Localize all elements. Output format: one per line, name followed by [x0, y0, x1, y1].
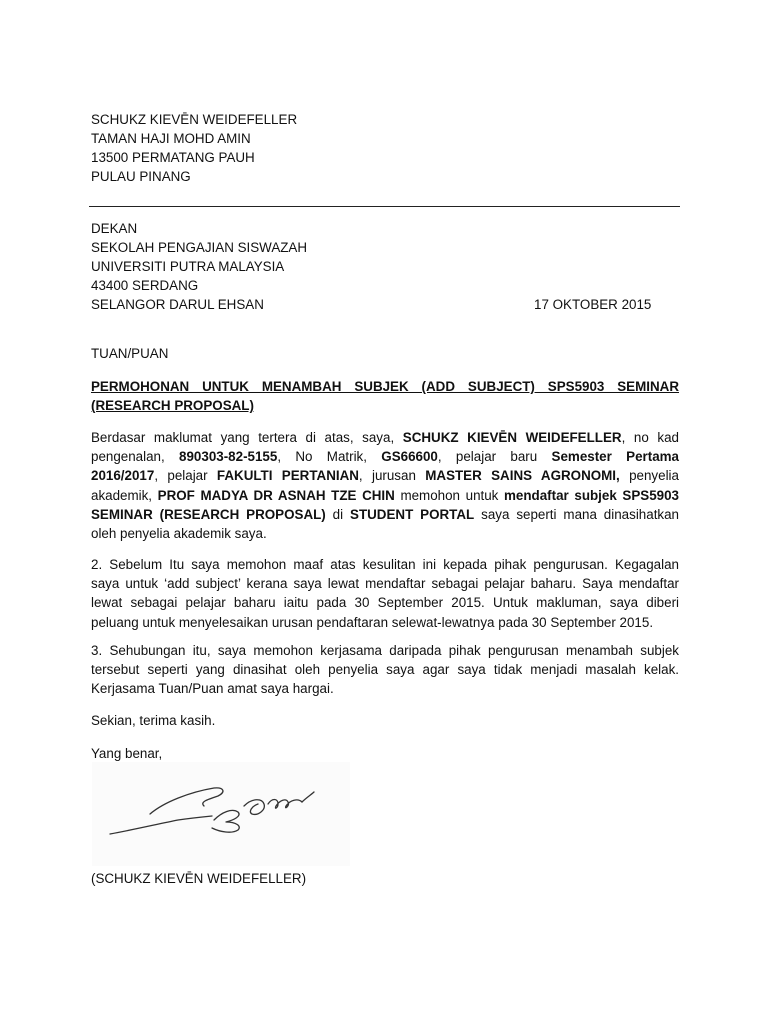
recipient-postcode-city: 43400 SERDANG	[91, 278, 199, 293]
paragraph-1-line-5	[91, 505, 679, 524]
sender-name: SCHUKZ KIEVĒN WEIDEFELLER	[91, 112, 298, 127]
paragraph-2-line-4: peluang untuk menyelesaikan urusan pendaftaran selewat-lewatnya pada 30 September 2015.	[91, 614, 654, 630]
p1-text-4: , No Matrik,	[277, 449, 382, 465]
subject-line-2: (RESEARCH PROPOSAL)	[91, 398, 254, 413]
paragraph-1-line-3	[91, 466, 679, 485]
subject-title: SEMINAR (RESEARCH PROPOSAL)	[91, 506, 326, 522]
closing-block-2	[91, 744, 679, 763]
sender-address	[91, 110, 679, 186]
paragraph-2-line-1: 2. Sebelum Itu saya memohon maaf atas kesulitan ini kepada pihak pengurusan. Kegagalan	[91, 557, 679, 572]
recipient-state: SELANGOR DARUL EHSAN	[91, 297, 264, 312]
closing-text-2: Yang benar,	[91, 746, 163, 761]
p1-text-8: penyelia	[619, 468, 679, 484]
p1-text-13: oleh penyelia akademik saya.	[91, 526, 267, 542]
recipient-title: DEKAN	[91, 221, 138, 236]
ic-number: 890303-82-5155	[179, 449, 278, 465]
signature-image	[92, 762, 350, 866]
paragraph-2-line-2: saya untuk ‘add subject’ kerana saya lewat mendaftar sebagai pelajar baharu. Saya mendaftar	[91, 576, 679, 592]
salutation: TUAN/PUAN	[91, 346, 169, 361]
signature-name-block	[91, 869, 679, 888]
p1-text-2: , no kad	[621, 430, 679, 445]
faculty-name: FAKULTI PERTANIAN	[216, 468, 359, 484]
closing-block	[91, 711, 679, 730]
sender-address-line-1: TAMAN HAJI MOHD AMIN	[91, 131, 251, 146]
paragraph-3-line-2: tersebut seperti yang dinasihat oleh penyelia saya agar saya tidak menjadi masalah kelak.	[91, 662, 679, 678]
sender-address-line-3: PULAU PINANG	[91, 169, 191, 184]
p1-text-12: saya seperti mana dinasihatkan	[474, 506, 680, 522]
paragraph-1-line-4	[91, 486, 679, 505]
salutation-block	[91, 344, 679, 363]
letter-date: 17 OKTOBER 2015	[534, 297, 652, 312]
sender-address-line-2: 13500 PERMATANG PAUH	[91, 150, 255, 165]
p1-text-5: , pelajar baru	[437, 449, 552, 465]
p1-text-11: di	[325, 506, 351, 522]
p1-text-3: pengenalan,	[91, 449, 180, 465]
portal-name: STUDENT PORTAL	[350, 506, 475, 522]
p1-text-1: Berdasar maklumat yang tertera di atas, saya,	[91, 430, 403, 445]
recipient-university: UNIVERSITI PUTRA MALAYSIA	[91, 259, 285, 274]
recipient-school: SEKOLAH PENGAJIAN SISWAZAH	[91, 240, 308, 255]
supervisor-name: PROF MADYA DR ASNAH TZE CHIN	[157, 487, 395, 503]
paragraph-2-line-3: lewat sebagai pelajar baharu iaitu pada 30 September 2015. Untuk makluman, saya diberi	[91, 595, 679, 611]
academic-session: 2016/2017	[91, 468, 155, 484]
subject-request: mendaftar subjek SPS5903	[504, 487, 680, 503]
semester-label: Semester Pertama	[551, 449, 679, 465]
programme-name: MASTER SAINS AGRONOMI,	[425, 468, 620, 484]
signature-drawing	[92, 762, 350, 866]
p1-text-10: memohon untuk	[394, 487, 505, 503]
matric-number: GS66600	[381, 449, 438, 465]
applicant-name: SCHUKZ KIEVĒN WEIDEFELLER	[402, 430, 622, 445]
letter-subject	[91, 377, 679, 415]
paragraph-2	[91, 555, 679, 632]
p1-text-6: , pelajar	[154, 468, 217, 484]
paragraph-1-line-1	[91, 428, 679, 447]
recipient-address	[91, 219, 679, 314]
paragraph-1-line-2	[91, 447, 679, 466]
closing-text: Sekian, terima kasih.	[91, 713, 216, 728]
p1-text-7: , jurusan	[358, 468, 426, 484]
signature-name: (SCHUKZ KIEVĒN WEIDEFELLER)	[91, 871, 307, 886]
paragraph-3-line-3: Kerjasama Tuan/Puan amat saya hargai.	[91, 681, 334, 697]
paragraph-3	[91, 641, 679, 699]
p1-text-9: akademik,	[91, 487, 158, 503]
paragraph-1	[91, 428, 679, 543]
header-divider	[89, 206, 680, 207]
paragraph-1-line-6	[91, 524, 679, 543]
subject-line-1: PERMOHONAN UNTUK MENAMBAH SUBJEK (ADD SUBJECT) SPS5903 SEMINAR	[91, 379, 679, 394]
paragraph-3-line-1: 3. Sehubungan itu, saya memohon kerjasama daripada pihak pengurusan menambah subjek	[91, 643, 679, 658]
